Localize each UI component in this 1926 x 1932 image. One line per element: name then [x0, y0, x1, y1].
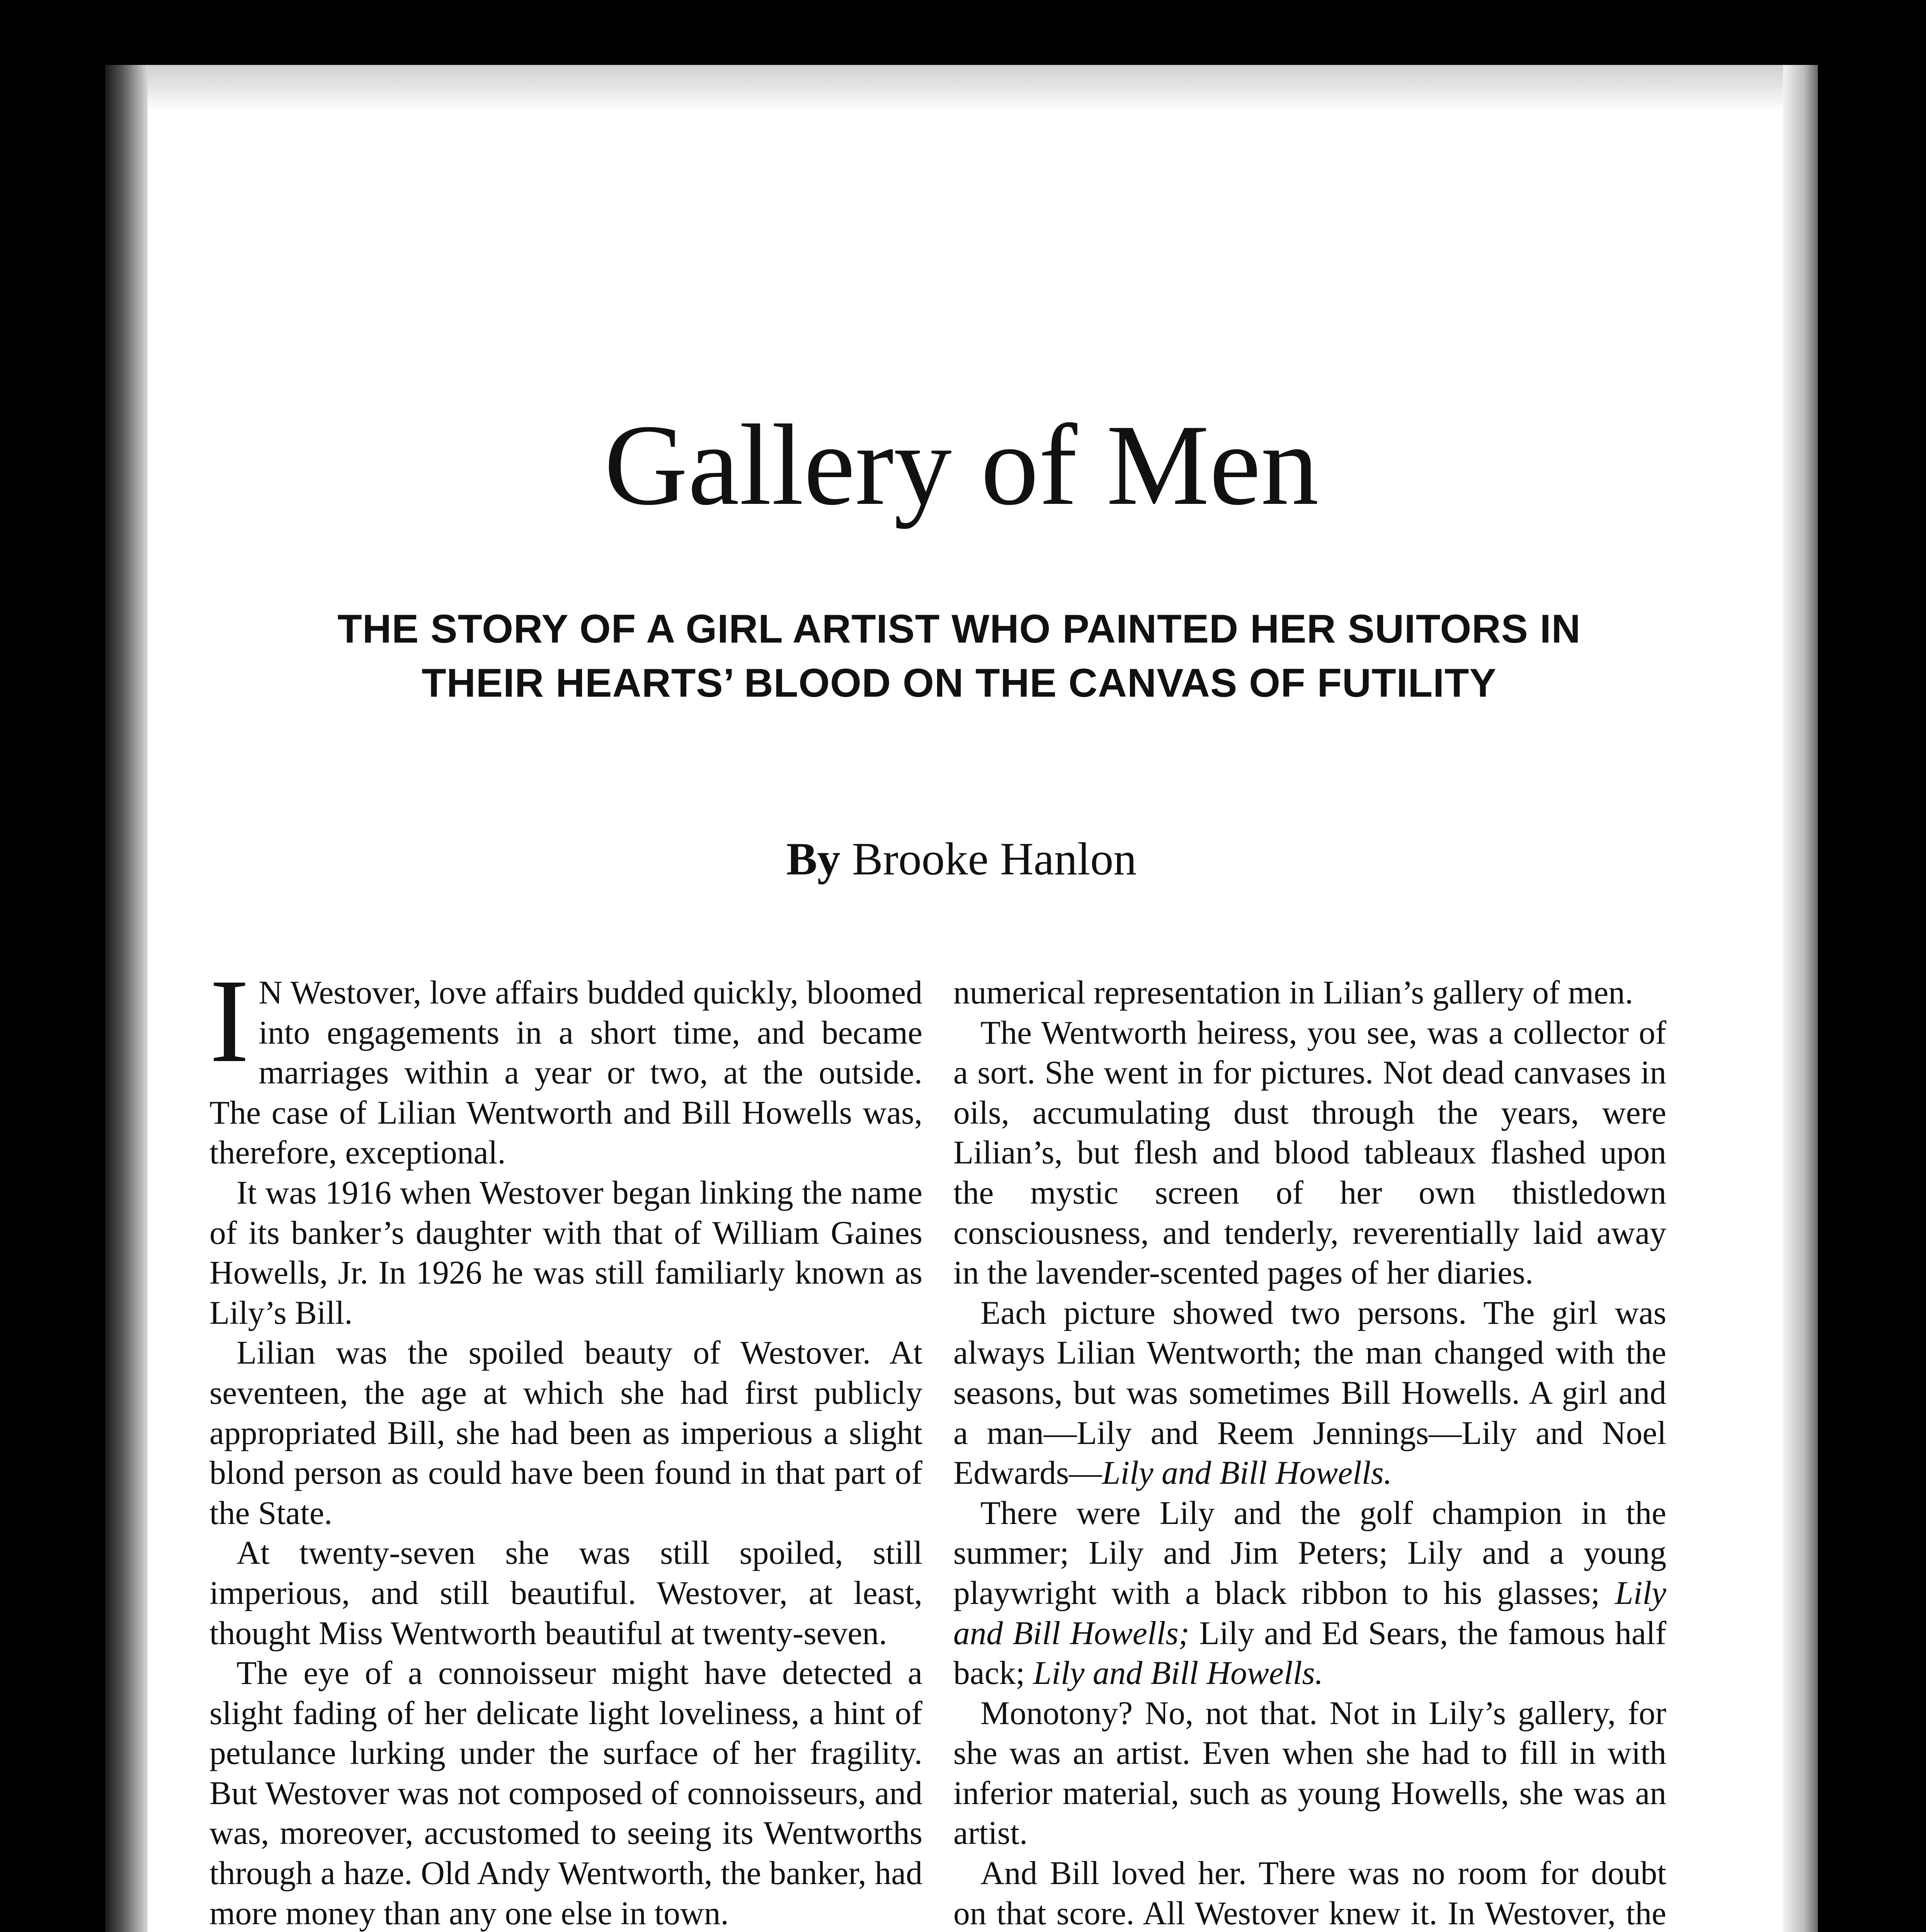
byline: [105, 833, 1818, 884]
paragraph: [953, 1493, 1666, 1694]
paragraph: Monotony? No, not that. Not in Lily’s gallery, for she was an artist. Even when she had to fill in with inferior material, such as young Howells, she was an artist.: [953, 1695, 1666, 1852]
paragraph-text: Lily and Ed Sears, the famous half back;: [953, 1615, 1667, 1692]
paragraph: [953, 1293, 1666, 1493]
byline-prefix: By: [786, 833, 840, 884]
paragraph-text: There were Lily and the golf champion in the summer; Lily and Jim Peters; Lily and a young playwright with a black ribbon to his glasses;: [953, 1495, 1666, 1611]
paragraph: Lilian was the spoiled beauty of Westover. At seventeen, the age at which she had first publicly appropriated Bill, she had been as imperious a slight blond person as could have been found in that part of the State.: [209, 1335, 922, 1531]
page-top-shadow: [105, 65, 1818, 111]
italic-phrase: Lily and Bill Howells.: [1033, 1655, 1324, 1692]
paragraph-opening: [209, 955, 922, 1173]
italic-phrase: Lily and Bill Howells;: [953, 1575, 1666, 1651]
magazine-page: [105, 65, 1818, 1932]
binding-gutter: [105, 65, 148, 1932]
paragraph: The eye of a connoisseur might have detected a slight fading of her delicate light loveliness, a hint of petulance lurking under the surface of her fragility. But Westover was not composed of connoisseurs, and was, moreover, accustomed to seeing its Wentworths through a haze. Old Andy Wentworth, the banker, had more money than any one else in town.: [209, 1655, 922, 1932]
drop-cap: I: [209, 955, 250, 1087]
paragraph: At twenty-seven she was still spoiled, still imperious, and still beautiful. Westover, at least, thought Miss Wentworth beautiful at twenty-seven.: [209, 1535, 922, 1651]
article-title: Gallery of Men: [604, 401, 1319, 529]
text-column-right: [953, 973, 1666, 1932]
italic-phrase: Lily and Bill Howells.: [1102, 1455, 1392, 1492]
paragraph: The Wentworth heiress, you see, was a collector of a sort. She went in for pictures. Not dead canvases in oils, accumulating dust through the years, were Lilian’s, but flesh and blood tableaux flashed upon the mystic screen of her own thistledown consciousness, and tenderly, reverentially laid away in the lavender-scented pages of her diaries.: [953, 1014, 1666, 1291]
author-name: Brooke Hanlon: [852, 833, 1137, 884]
paragraph: It was 1916 when Westover began linking the name of its banker’s daughter with that of William Gaines Howells, Jr. In 1926 he was still familiarly known as Lily’s Bill.: [209, 1174, 922, 1331]
paragraph-text: Each picture showed two persons. The girl was always Lilian Wentworth; the man changed with the seasons, but was sometimes Bill Howells. A girl and a man—Lily and Reem Jennings—Lily and Noel Edwards—: [953, 1294, 1666, 1492]
subtitle-line-2: THEIR HEARTS’ BLOOD ON THE CANVAS OF FUTILITY: [422, 661, 1497, 706]
text-column-left: [209, 955, 922, 1932]
subtitle-line-1: THE STORY OF A GIRL ARTIST WHO PAINTED HER SUITORS IN: [337, 607, 1581, 651]
paragraph-continued: numerical representation in Lilian’s gallery of men.: [953, 975, 1633, 1011]
page-right-edge: [1783, 65, 1818, 1932]
paragraph: And Bill loved her. There was no room for doubt on that score. All Westover knew it. In Westover, the: [953, 1855, 1666, 1932]
article-subtitle: [194, 602, 1724, 710]
paragraph-opening-text: N Westover, love affairs budded quickly, bloomed into engagements in a short time, and became marriages within a year or two, at the outside. The case of Lilian Wentworth and Bill Howells was, therefore, exceptional.: [209, 975, 922, 1171]
